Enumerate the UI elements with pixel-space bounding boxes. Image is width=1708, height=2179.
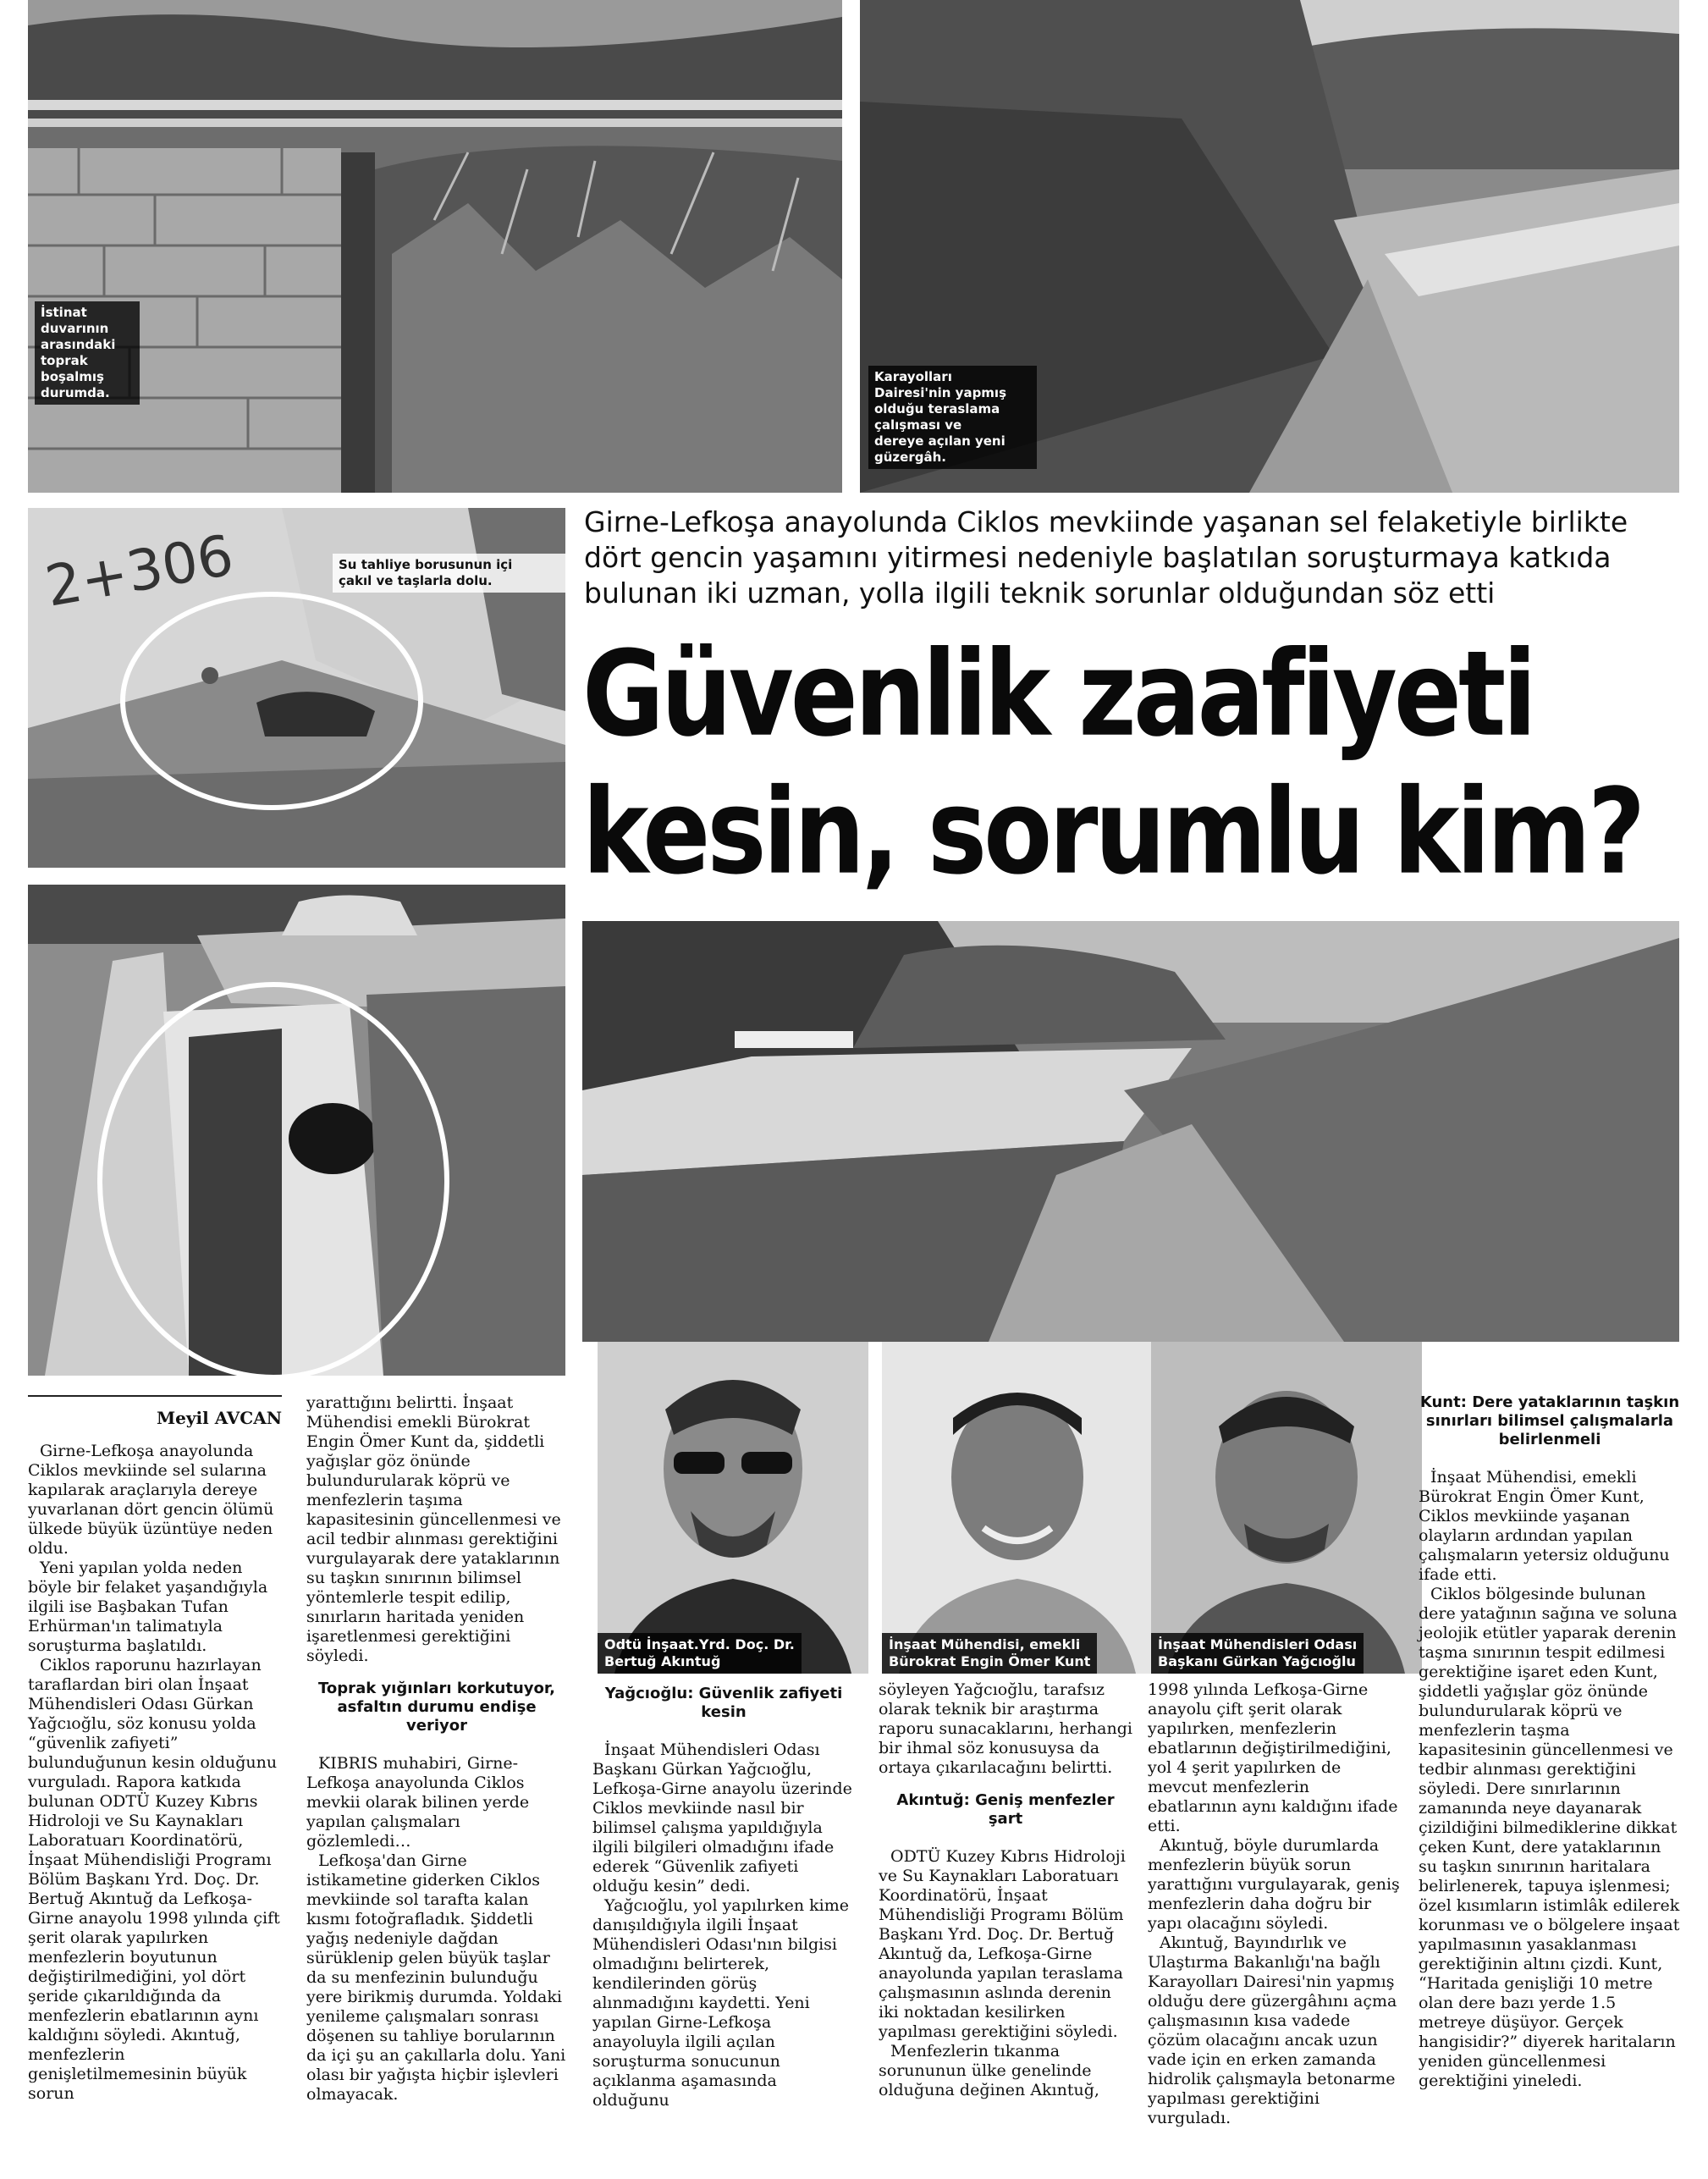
portrait-yagcioglu <box>1151 1342 1422 1674</box>
column-3 <box>592 1685 855 2110</box>
paragraph: Menfezlerin tıkanma sorununun ülke genelinde olduğuna değinen Akıntuğ, <box>879 2042 1099 2099</box>
portrait-caption-line: Bertuğ Akıntuğ <box>604 1653 721 1669</box>
paragraph: ODTÜ Kuzey Kıbrıs Hidroloji ve Su Kaynakları Laboratuarı Koordinatörü, İnşaat Mühendisliği Programı Bölüm Başkanı Yrd. Doç. Dr. Bertuğ Akıntuğ da, Lefkoşa-Girne anayolunda yapılan teraslama çalışmasının aslında derenin iki noktadan kesilirken yapılması gerektiğini söyledi. <box>879 1847 1126 2041</box>
column-2 <box>306 1393 567 2105</box>
portrait-caption-line: Odtü İnşaat.Yrd. Doç. Dr. <box>604 1636 795 1652</box>
paragraph: Lefkoşa'dan Girne istikametine giderken Ciklos mevkiinde sol tarafta kalan kısmı fotoğrafladık. Şiddetli yağış nedeniyle dağdan sürüklenip gelen büyük taşlar da su menfezinin bulunduğu yere birikmiş durumda. Yoldaki yenileme çalışmaları sonrası döşenen su tahliye borularının da içi şu an çakıllarla dolu. Yani olası bir yağışta hiçbir işlevleri olmayacak. <box>306 1851 566 2104</box>
photo-caption-retaining-wall: İstinat duvarının arasındaki toprak boşalmış durumda. <box>35 301 140 405</box>
subhead-yagcioglu: Yağcıoğlu: Güvenlik zafiyeti kesin <box>604 1685 843 1721</box>
column-1 <box>28 1395 282 2104</box>
subhead-kunt: Kunt: Dere yataklarının taşkın sınırları bilimsel çalışmalarla belirlenmeli <box>1419 1393 1680 1448</box>
paragraph: Yeni yapılan yolda neden böyle bir felaket yaşandığıyla ilgili ise Başbakan Tufan Erhürman'ın talimatıyla soruşturma başlatıldı. <box>28 1558 268 1655</box>
subhead-toprak: Toprak yığınları korkutuyor, asfaltın durumu endişe veriyor <box>318 1680 555 1735</box>
photo-caption-drain-pipe: Su tahliye borusunun içi çakıl ve taşlarla dolu. <box>333 554 565 593</box>
article-headline <box>582 625 1700 901</box>
portrait-caption-line: Bürokrat Engin Ömer Kunt <box>889 1653 1091 1669</box>
portrait-caption-akintug <box>598 1633 802 1674</box>
paragraph: KIBRIS muhabiri, Girne-Lefkoşa anayolunda Ciklos mevkii olarak bilinen yerde yapılan çalışmaları gözlemledi… <box>306 1754 530 1851</box>
column-4 <box>879 1680 1132 2100</box>
photo-caption-terracing: Karayolları Dairesi'nin yapmış olduğu teraslama çalışması ve dereye açılan yeni güzergâh. <box>868 366 1037 469</box>
photo-drain-pipe <box>28 508 565 868</box>
portrait-caption-line: İnşaat Mühendisleri Odası <box>1158 1636 1358 1652</box>
portrait-caption-line: Başkanı Gürkan Yağcıoğlu <box>1158 1653 1356 1669</box>
column-5 <box>1148 1680 1402 2128</box>
paragraph: Akıntuğ, Bayındırlık ve Ulaştırma Bakanlığı'na bağlı Karayolları Dairesi'nin yapmış olduğu dere güzergâhını açma çalışmasının kısa vadede çözüm olacağını ancak uzun vade için en erken zamanda hidrolik çalışmayla betonarme yapılması gerektiğini vurguladı. <box>1148 1934 1397 2127</box>
wall-marking-text: 2+306 <box>41 522 239 620</box>
paragraph: Ciklos bölgesinde bulunan dere yatağının sağına ve soluna jeolojik etütler yaparak derenin taşma sınırının tespit edilmesi gerektiğine işaret eden Kunt, şiddetli yağışlar göz önünde bulundurularak köprü ve menfezlerin taşma kapasitesinin güncellenmesi ve tedbir alınması gerektiğini söyledi. Dere sınırlarının zamanında neye dayanarak çizildiğini bilmediklerine dikkat çeken Kunt, dere yataklarının su taşkın sınırının haritalara belirlenerek, tapuya işlenmesi; özel kısımların istimlâk edilerek korunması ve o bölgelere inşaat yapılmasının yasaklanması gerektiğinin altını çizdi. Kunt, “Haritada genişliği 10 metre olan dere bazı yerde 1.5 metreye düşüyor. Gerçek hangisidir?” diyerek haritaların yeniden güncellenmesi gerektiğini yineledi. <box>1419 1585 1680 2090</box>
article-deck: Girne-Lefkoşa anayolunda Ciklos mevkiinde yaşanan sel felaketiyle birlikte dört gencin yaşamını yitirmesi nedeniyle başlatılan soruşturmaya katkıda bulunan iki uzman, yolla ilgili teknik sorunlar olduğundan söz etti <box>584 505 1628 610</box>
headline-line-2: kesin, sorumlu kim? <box>582 762 1643 901</box>
paragraph: İnşaat Mühendisi, emekli Bürokrat Engin Ömer Kunt, Ciklos mevkiinde yaşanan olayların ardından yapılan çalışmaların yetersiz olduğunu ifade etti. <box>1419 1468 1670 1584</box>
headline-line-1: Güvenlik zaafiyeti <box>582 625 1534 763</box>
column-6 <box>1419 1393 1681 2091</box>
portrait-caption-yagcioglu <box>1151 1633 1364 1674</box>
paragraph: söyleyen Yağcıoğlu, tarafsız olarak teknik bir araştırma raporu sunacaklarını, herhangi bir ihmal söz konusuysa da ortaya çıkarılacağını belirtti. <box>879 1680 1132 1777</box>
paragraph: yarattığını belirtti. İnşaat Mühendisi emekli Bürokrat Engin Ömer Kunt da, şiddetli yağışlar göz önünde bulundurularak köprü ve menfezlerin taşıma kapasitesinin güncellenmesi ve acil tedbir alınması gerektiğini vurgulayarak dere yataklarının su taşkın sınırının bilimsel yöntemlerle tespit edilip, sınırların haritada yeniden işaretlenmesi gerektiğini söyledi. <box>306 1393 561 1665</box>
paragraph: Girne-Lefkoşa anayolunda Ciklos mevkiinde sel sularına kapılarak araçlarıyla dereye yuvarlanan dört gencin ölümü ülkede büyük üzüntüye neden oldu. <box>28 1442 274 1558</box>
paragraph: Yağcıoğlu, yol yapılırken kime danışıldığıyla ilgili İnşaat Mühendisleri Odası'nın bilgisi olmadığını belirterek, kendilerinden görüş alınmadığını kaydetti. Yeni yapılan Girne-Lefkoşa anayoluyla ilgili açılan soruşturma sonucunun açıklanma aşamasında olduğunu <box>592 1896 849 2110</box>
portrait-kunt <box>882 1342 1153 1674</box>
subhead-akintug: Akıntuğ: Geniş menfezler şart <box>896 1791 1115 1828</box>
paragraph: İnşaat Mühendisleri Odası Başkanı Gürkan Yağcıoğlu, Lefkoşa-Girne anayolu üzerinde Ciklos mevkiinde nasıl bir bilimsel çalışma yapıldığıyla ilgili bilgileri olmadığını ifade ederek “Güvenlik zafiyeti olduğu kesin” dedi. <box>592 1740 852 1895</box>
photo-terracing <box>860 0 1679 493</box>
paragraph: Akıntuğ, böyle durumlarda menfezlerin büyük sorun yarattığını vurgulayarak, geniş menfezlerin daha doğru bir yapı olacağını söyledi. <box>1148 1836 1400 1933</box>
portrait-caption-kunt <box>882 1633 1097 1674</box>
portrait-akintug <box>598 1342 868 1674</box>
paragraph: Ciklos raporunu hazırlayan taraflardan biri olan İnşaat Mühendisleri Odası Gürkan Yağcıoğlu, söz konusu yolda “güvenlik zafiyeti” bulunduğunun kesin olduğunu vurguladı. Rapora katkıda bulunan ODTÜ Kuzey Kıbrıs Hidroloji ve Su Kaynakları Laboratuarı Koordinatörü, İnşaat Mühendisliği Programı Bölüm Başkanı Yrd. Doç. Dr. Bertuğ Akıntuğ da Lefkoşa-Girne anayolu 1998 yılında çift şerit olarak yapılırken menfezlerin boyutunun değiştirilmediğini, yol dört şeride çıkarıldığında da menfezlerin ebatlarının aynı kaldığını söyledi. Akıntuğ, menfezlerin genişletilmemesinin büyük sorun <box>28 1656 280 2103</box>
photo-road-culvert <box>28 885 565 1376</box>
byline: Meyil AVCAN <box>28 1395 282 1428</box>
paragraph: 1998 yılında Lefkoşa-Girne anayolu çift şerit olarak yapılırken, menfezlerin ebatlarının değiştirilmediğini, yol 4 şerit yapılırken de mevcut menfezlerin ebatlarının aynı kaldığını ifade etti. <box>1148 1680 1398 1835</box>
portrait-caption-line: İnşaat Mühendisi, emekli <box>889 1636 1081 1652</box>
photo-retaining-wall <box>28 0 842 493</box>
photo-riverbed <box>582 921 1679 1342</box>
